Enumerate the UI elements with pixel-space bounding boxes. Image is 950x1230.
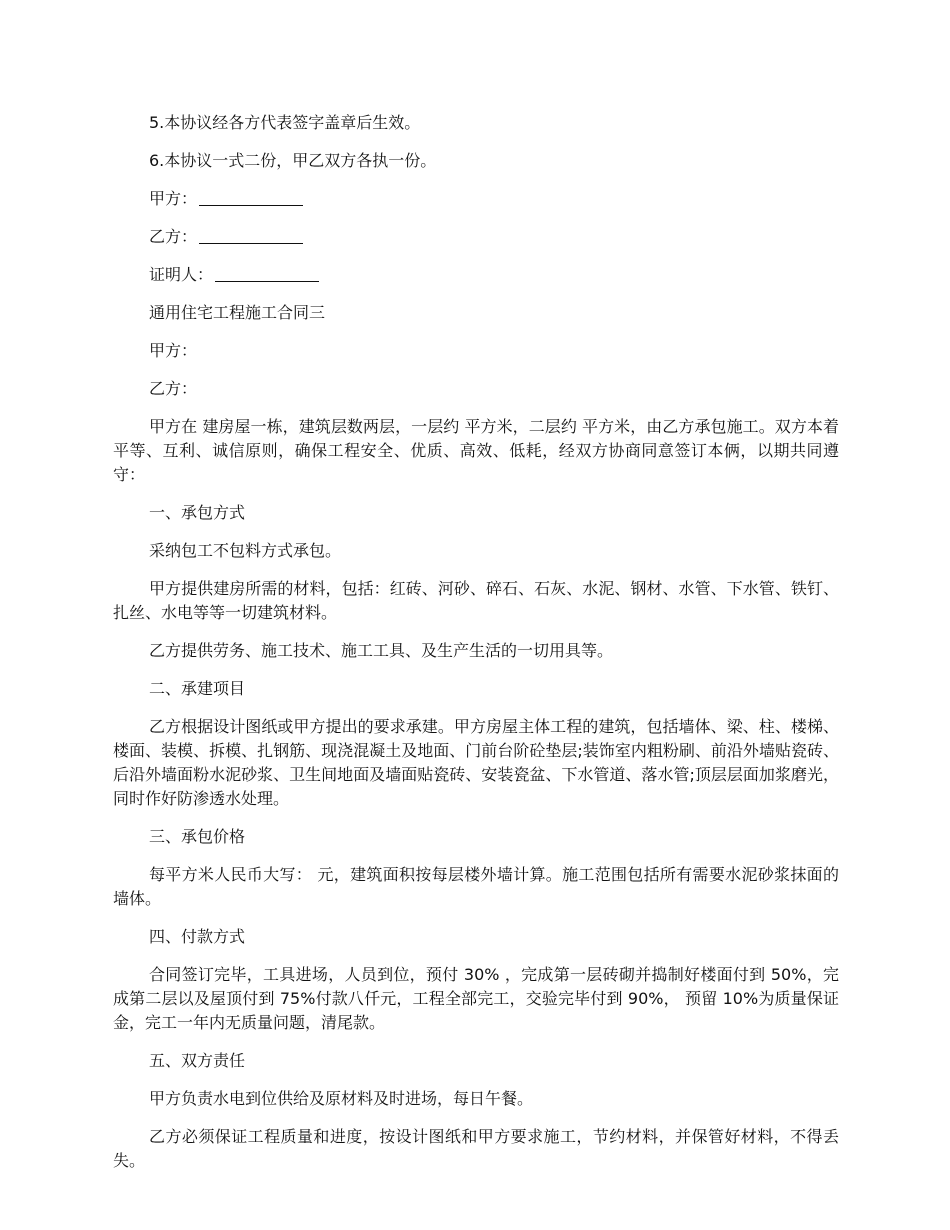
- signature-party-b-label: 乙方：: [149, 227, 198, 246]
- contract-title: 通用住宅工程施工合同三: [149, 303, 326, 322]
- signature-line-party-b: [199, 227, 303, 244]
- party-a-line: 甲方：: [149, 341, 198, 360]
- contract-intro: 甲方在 建房屋一栋，建筑层数两层，一层约 平方米，二层约 平方米，由乙方承包施工。双方本着平等、互利、诚信原则，确保工程安全、优质、高效、低耗，经双方协商同意签订本俩，以期共同遵守：: [113, 417, 839, 484]
- signature-line-party-a: [199, 189, 303, 206]
- party-b-line: 乙方：: [149, 379, 198, 398]
- document-body: [113, 111, 839, 1187]
- section-5-heading: 五、双方责任: [149, 1051, 246, 1070]
- signature-party-a: [113, 187, 839, 211]
- section-1-paragraph: 甲方提供建房所需的材料，包括：红砖、河砂、碎石、石灰、水泥、钢材、水管、下水管、铁钉、扎丝、水电等等一切建筑材料。: [113, 579, 839, 622]
- signature-line-witness: [215, 265, 319, 282]
- section-3-paragraph: 每平方米人民币大写： 元，建筑面积按每层楼外墙计算。施工范围包括所有需要水泥砂浆抹面的墙体。: [113, 865, 839, 908]
- signature-party-a-label: 甲方：: [149, 189, 198, 208]
- clause-5: 5.本协议经各方代表签字盖章后生效。: [149, 113, 421, 132]
- section-1-paragraph: 乙方提供劳务、施工技术、施工工具、及生产生活的一切用具等。: [149, 641, 614, 660]
- clause-6: 6.本协议一式二份，甲乙双方各执一份。: [149, 151, 437, 170]
- section-4-heading: 四、付款方式: [149, 927, 246, 946]
- section-5-paragraph: 甲方负责水电到位供给及原材料及时进场，每日午餐。: [149, 1089, 534, 1108]
- section-4-paragraph: 合同签订完毕，工具进场，人员到位，预付 30% ，完成第一层砖砌并捣制好楼面付到 50%，完成第二层以及屋顶付到 75%付款八仟元，工程全部完工，交验完毕付到 90%， 预留 10%为质量保证金，完工一年内无质量问题，清尾款。: [113, 965, 839, 1032]
- signature-party-b: [113, 225, 839, 249]
- section-2-paragraph: 乙方根据设计图纸或甲方提出的要求承建。甲方房屋主体工程的建筑，包括墙体、梁、柱、楼梯、楼面、装模、拆模、扎钢筋、现浇混凝土及地面、门前台阶砼垫层;装饰室内粗粉刷、前沿外墙贴瓷砖、后沿外墙面粉水泥砂浆、卫生间地面及墙面贴瓷砖、安装瓷盆、下水管道、落水管;顶层层面加浆磨光，同时作好防渗透水处理。: [113, 717, 839, 808]
- section-5-paragraph: 乙方必须保证工程质量和进度，按设计图纸和甲方要求施工，节约材料，并保管好材料，不得丢失。: [113, 1127, 839, 1170]
- signature-witness-label: 证明人：: [149, 265, 214, 284]
- section-3-heading: 三、承包价格: [149, 827, 246, 846]
- section-1-paragraph: 采纳包工不包料方式承包。: [149, 541, 342, 560]
- section-2-heading: 二、承建项目: [149, 679, 246, 698]
- section-1-heading: 一、承包方式: [149, 503, 246, 522]
- signature-witness: [113, 263, 839, 287]
